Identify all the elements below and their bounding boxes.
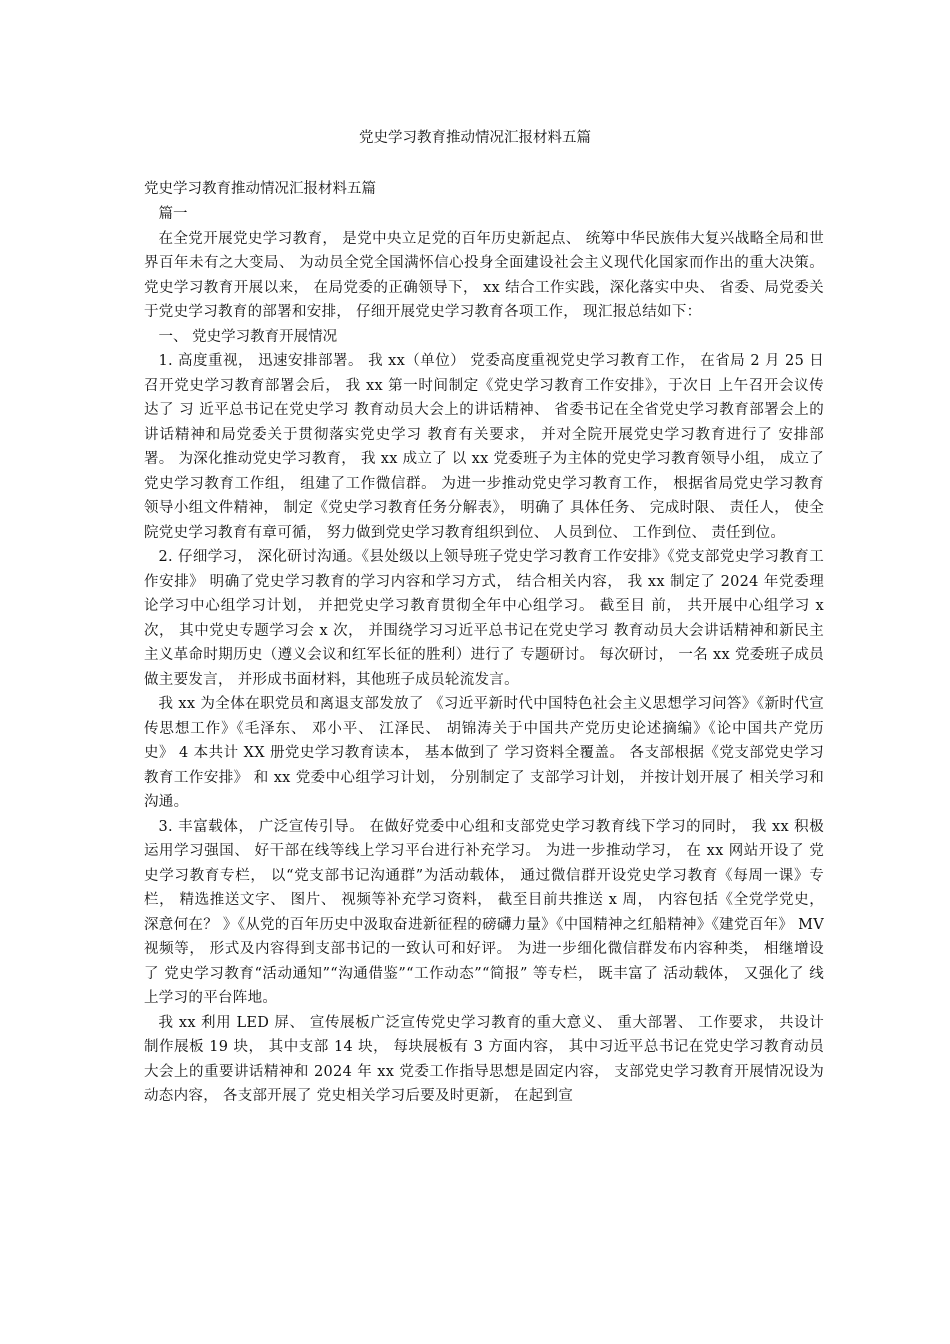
paragraph-reading-materials: 我 xx 为全体在职党员和离退支部发放了 《习近平新时代中国特色社会主义思想学习问答》《新时代宣传思想工作》《毛泽东、 邓小平、 江泽民、 胡锦涛关于中国共产党历史论述摘编》《论中国共产党历史》 4 本共计 XX 册党史学习教育读本， 基本做到了 学习资料全覆盖。 各支部根据《党支部党史学习教育工作安排》 和 xx 党委中心组学习计划， 分别制定了 支部学习计划， 并按计划开展了 相关学习和沟通。 — [144, 696, 824, 810]
document-subtitle: 党史学习教育推动情况汇报材料五篇 — [144, 181, 376, 197]
document-title: 党史学习教育推动情况汇报材料五篇 — [359, 130, 591, 146]
section-heading: 一、 党史学习教育开展情况 — [158, 328, 338, 345]
paragraph-item-3: 3. 丰富载体， 广泛宣传引导。 在做好党委中心组和支部党史学习教育线下学习的同时， 我 xx 积极运用学习强国、 好干部在线等线上学习平台进行补充学习。 为进一步推动学习， 在 xx 网站开设了 党史学习教育专栏， 以“党支部书记沟通群”为活动载体， 通过微信群开设党史学习教育《每周一课》专栏， 精选推送文字、 图片、 视频等补充学习资料， 截至目前共推送 x 周， 内容包括《全党学党史， 深意何在？ 》《从党的百年历史中汲取奋进新征程的磅礴力量》《中国精神之红船精神》《建党百年》 MV 视频等， 形式及内容得到支部书记的一致认可和好评。 为进一步细化微信群发布内容种类， 相继增设了 党史学习教育“活动通知”“沟通借鉴”“工作动态”“简报” 等专栏， 既丰富了 活动载体， 又强化了 线上学习的平台阵地。 — [144, 818, 824, 1006]
paragraph-led-display: 我 xx 利用 LED 屏、 宣传展板广泛宣传党史学习教育的重大意义、 重大部署、 工作要求， 共设计制作展板 19 块， 其中支部 14 块， 每块展板有 3 方面内容， 其中习近平总书记在党史学习教育动员大会上的重要讲话精神和 2024 年 xx 党委工作指导思想是固定内容， 支部党史学习教育开展情况设为动态内容， 各支部开展了 党史相关学习后要及时更新， 在起到宣 — [144, 1014, 824, 1104]
part-label: 篇一 — [158, 206, 188, 222]
paragraph-intro: 在全党开展党史学习教育， 是党中央立足党的百年历史新起点、 统筹中华民族伟大复兴战略全局和世界百年未有之大变局、 为动员全党全国满怀信心投身全面建设社会主义现代化国家而作出的重大决策。 党史学习教育开展以来， 在局党委的正确领导下， xx 结合工作实践，深化落实中央、 省委、局党委关于党史学习教育的部署和安排， 仔细开展党史学习教育各项工作， 现汇报总结如下： — [144, 230, 824, 320]
paragraph-item-1: 1. 高度重视， 迅速安排部署。 我 xx（单位） 党委高度重视党史学习教育工作， 在省局 2 月 25 日召开党史学习教育部署会后， 我 xx 第一时间制定《党史学习教育工作安排》，于次日 上午召开会议传达了 习 近平总书记在党史学习 教育动员大会上的讲话精神、 省委书记在全省党史学习教育部署会上的讲话精神和局党委关于贯彻落实党史学习 教育有关要求， 并对全院开展党史学习教育进行了 安排部署。 为深化推动党史学习教育， 我 xx 成立了 以 xx 党委班子为主体的党史学习教育领导小组， 成立了 党史学习教育工作组， 组建了工作微信群。 为进一步推动党史学习教育工作， 根据省局党史学习教育领导小组文件精神， 制定《党史学习教育任务分解表》， 明确了 具体任务、 完成时限、 责任人， 使全院党史学习教育有章可循， 努力做到党史学习教育组织到位、 人员到位、 工作到位、 责任到位。 — [144, 353, 824, 541]
paragraph-item-2: 2. 仔细学习， 深化研讨沟通。《县处级以上领导班子党史学习教育工作安排》《党支部党史学习教育工作安排》 明确了党史学习教育的学习内容和学习方式， 结合相关内容， 我 xx 制定了 2024 年党委理论学习中心组学习计划， 并把党史学习教育贯彻全年中心组学习。 截至目 前， 共开展中心组学习 x 次， 其中党史专题学习会 x 次， 并围绕学习习近平总书记在党史学习 教育动员大会讲话精神和新民主主义革命时期历史（遵义会议和红军长征的胜利）进行了 专题研讨。 每次研讨， 一名 xx 党委班子成员做主要发言， 并形成书面材料，其他班子成员轮流发言。 — [144, 549, 824, 688]
document-body — [144, 176, 824, 1251]
